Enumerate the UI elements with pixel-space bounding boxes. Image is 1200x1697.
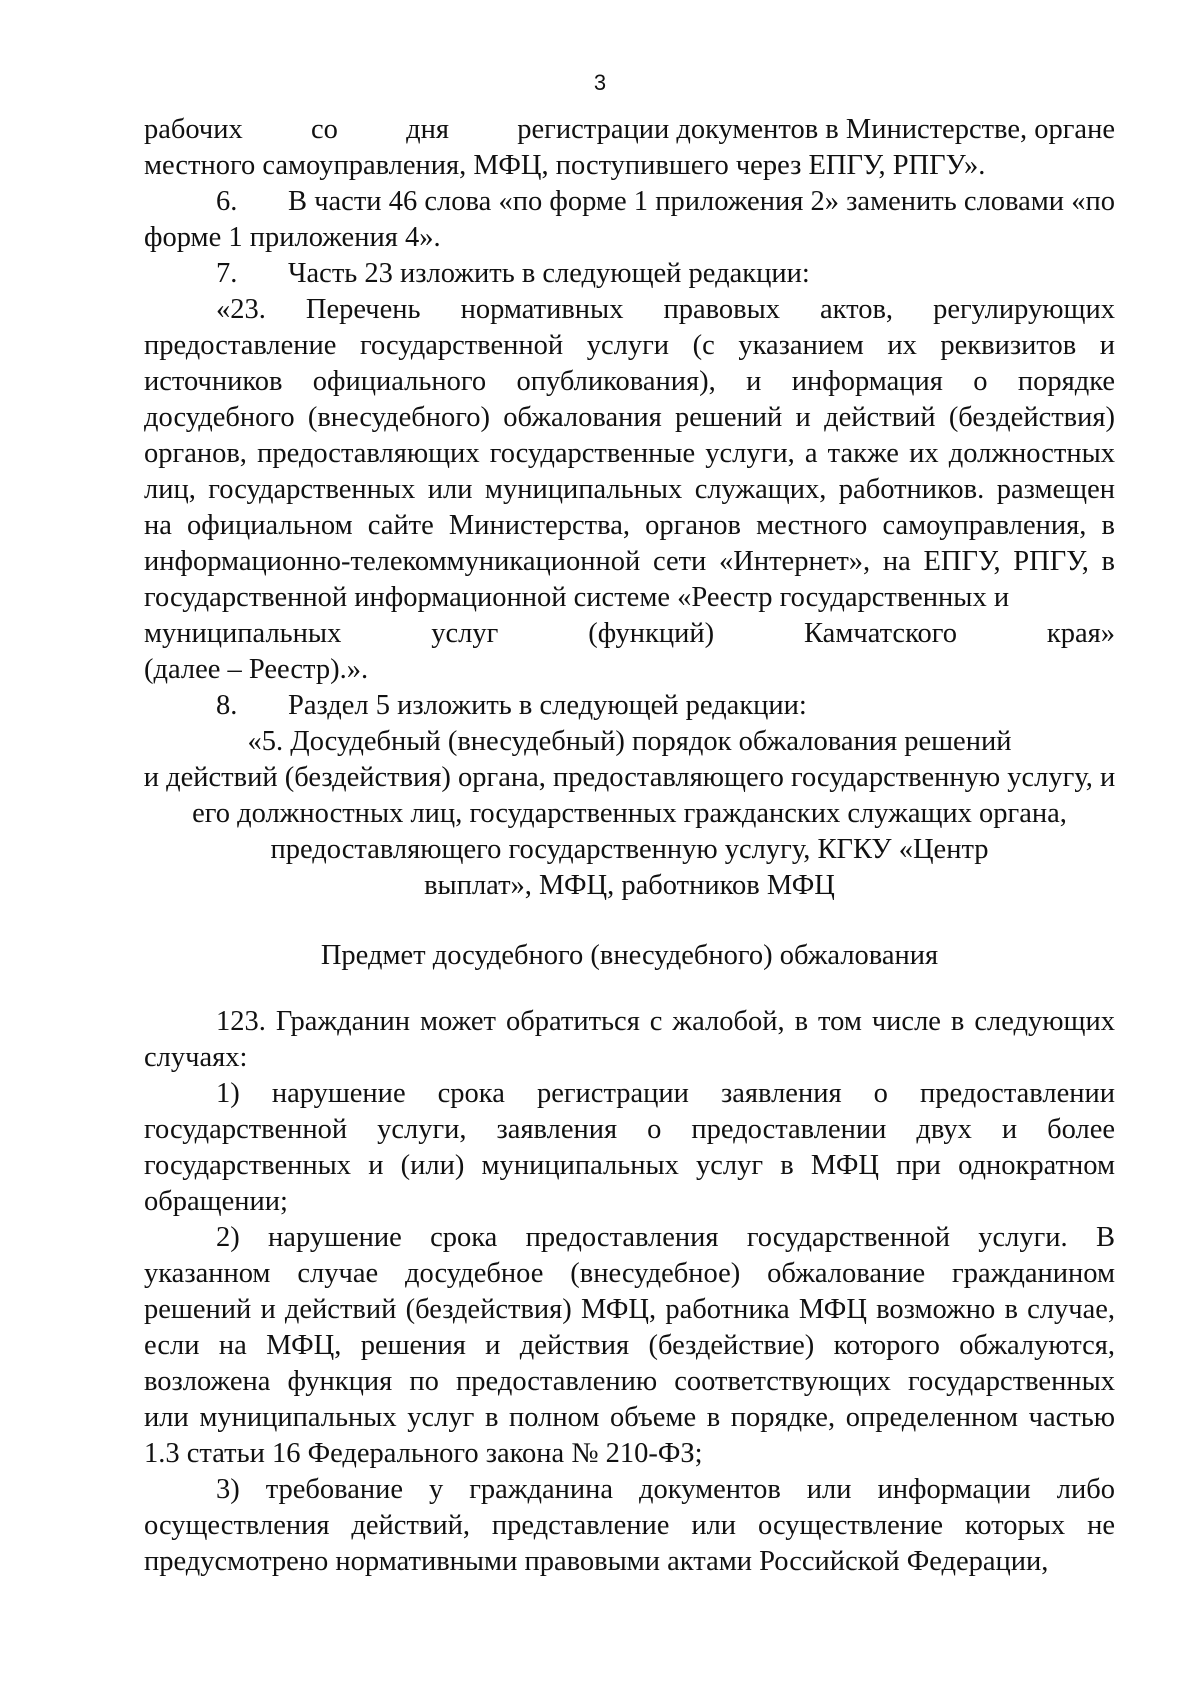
block1-line1 — [144, 112, 1115, 148]
item-number: 8. — [216, 690, 238, 721]
item-6 — [144, 184, 1115, 256]
word: актов, — [820, 294, 894, 325]
item-7 — [144, 256, 1115, 292]
case-item: 2) нарушение срока предоставления государственной услуги. В указанном случае досудебное (внесудебное) обжалование гражданином решений и действий (бездействия) МФЦ, работника МФЦ возможно в случае, если на МФЦ, решения и действия (бездействие) которого обжалуются, возложена функция по предоставлению соответствующих государственных или муниципальных услуг в полном объеме в порядке, определенном частью 1.3 статьи 16 Федерального закона № 210-ФЗ; — [144, 1222, 1115, 1469]
spacer — [144, 974, 1115, 1004]
subsection-title: Предмет досудебного (внесудебного) обжалования — [320, 940, 939, 971]
part23-tail: (далее – Реестр).». — [144, 654, 369, 685]
case-item: 1) нарушение срока регистрации заявления о предоставлении государственной услуги, заявления о предоставлении двух и более государственных и (или) муниципальных услуг в МФЦ при однократном обращении; — [144, 1078, 1115, 1217]
item-number: 6. — [216, 186, 238, 217]
word: нормативных — [460, 294, 624, 325]
part23-first-line — [144, 292, 1115, 328]
word: услуг — [431, 618, 499, 649]
item-number: 7. — [216, 258, 238, 289]
section-title-line: выплат», МФЦ, работников МФЦ — [424, 870, 835, 901]
part23-body: предоставление государственной услуги (с указанием их реквизитов и источников официального опубликования), и информация о порядке досудебного (внесудебного) обжалования решений и действий (бездействия) органов, предоставляющих государственные услуги, а также их должностных лиц, государственных или муниципальных служащих, работников. размещен на официальном сайте Министерства, органов местного самоуправления, в информационно-телекоммуникационной сети «Интернет», на ЕПГУ, РПГУ, в государственной информационной системе «Реестр государственных и — [144, 330, 1115, 613]
spacer — [144, 904, 1115, 938]
word: «23. — [216, 294, 266, 325]
section-title-line: предоставляющего государственную услугу, КГКУ «Центр — [270, 834, 989, 865]
word: правовых — [663, 294, 780, 325]
case-item: 3) требование у гражданина документов или информации либо осуществления действий, представление или осуществление которых не предусмотрено нормативными правовыми актами Российской Федерации, — [144, 1474, 1115, 1577]
section-title-line: и действий (бездействия) органа, предоставляющего государственную услугу, и — [143, 762, 1116, 793]
section-title-line: его должностных лиц, государственных гражданских служащих органа, — [192, 798, 1067, 829]
word: Камчатского — [804, 618, 957, 649]
word: регулирующих — [933, 294, 1115, 325]
item-8 — [144, 688, 1115, 724]
word: регистрации документов в Министерстве, органе — [517, 114, 1115, 145]
block1-line2: местного самоуправления, МФЦ, поступившего через ЕПГУ, РПГУ». — [144, 150, 986, 181]
word: рабочих — [144, 114, 243, 145]
item-text: Раздел 5 изложить в следующей редакции: — [288, 690, 807, 721]
part23-last-line — [144, 616, 1115, 652]
word: Перечень — [305, 294, 421, 325]
paragraph-123: 123. Гражданин может обратиться с жалобой, в том числе в следующих случаях: — [144, 1006, 1115, 1073]
word: (функций) — [588, 618, 715, 649]
word: со — [311, 114, 338, 145]
word: муниципальных — [144, 618, 342, 649]
page-number: 3 — [593, 70, 607, 95]
word: края» — [1046, 618, 1115, 649]
document-body — [144, 112, 1115, 1580]
section-title-line: «5. Досудебный (внесудебный) порядок обжалования решений — [247, 726, 1012, 757]
word: дня — [406, 114, 450, 145]
item-text: В части 46 слова «по форме 1 приложения 2» заменить словами «по форме 1 приложения 4». — [144, 186, 1115, 253]
item-text: Часть 23 изложить в следующей редакции: — [288, 258, 810, 289]
